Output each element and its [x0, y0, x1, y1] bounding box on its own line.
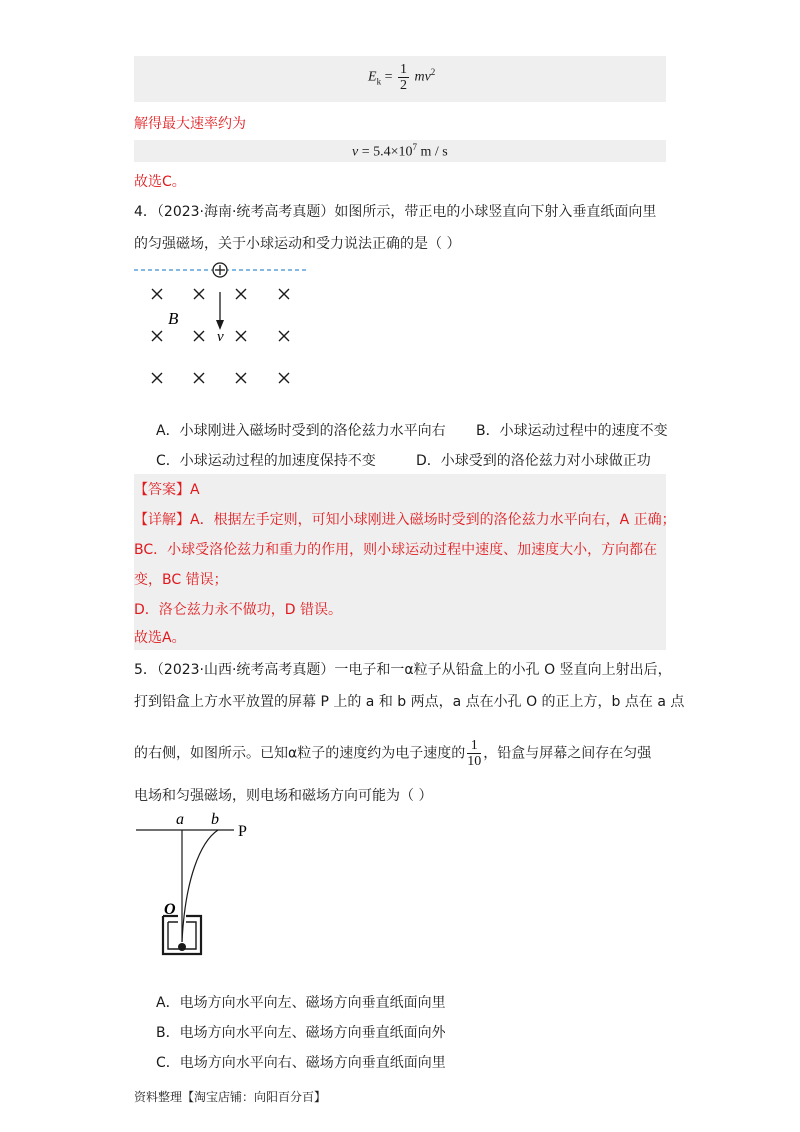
q3-solve-text: 解得最大速率约为: [134, 116, 246, 132]
q5-lead-box-figure: [130, 810, 260, 960]
q4-stem-line2: 的匀强磁场，关于小球运动和受力说法正确的是（ ）: [134, 236, 461, 252]
positive-charge-icon: [213, 263, 227, 277]
velocity-arrow-icon: [216, 292, 224, 330]
q4-answer-choose: 故选A。: [134, 630, 186, 646]
q5-stem-line4: 电场和匀强磁场，则电场和磁场方向可能为（ ）: [134, 788, 433, 804]
q4-magnetic-field-figure: [134, 258, 314, 390]
point-a-label: a: [176, 811, 184, 828]
formula-ek: $E_k$ = $\frac{1}{2}$ $mv^2$: [368, 62, 436, 93]
q4-option-b[interactable]: B．小球运动过程中的速度不变: [476, 423, 668, 439]
field-label-b: B: [168, 309, 179, 328]
q4-answer-detail-2: BC．小球受洛伦兹力和重力的作用，则小球运动过程中速度、加速度大小，方向都在: [134, 542, 658, 558]
q4-answer-label: 【答案】A: [134, 482, 200, 498]
q4-answer-detail-3: 变，BC 错误；: [134, 572, 228, 588]
q5-option-b[interactable]: B．电场方向水平向左、磁场方向垂直纸面向外: [156, 1025, 446, 1041]
q4-option-c[interactable]: C．小球运动过程的加速度保持不变: [156, 453, 376, 469]
q5-option-a[interactable]: A．电场方向水平向左、磁场方向垂直纸面向里: [156, 995, 446, 1011]
q4-stem-line1: 4．（2023·海南·统考高考真题）如图所示，带正电的小球竖直向下射入垂直纸面向里: [134, 204, 657, 220]
q4-answer-detail-1: 【详解】A．根据左手定则，可知小球刚进入磁场时受到的洛伦兹力水平向右，A 正确；: [134, 512, 676, 528]
screen-p-label: P: [238, 823, 247, 840]
hole-o-label: O: [164, 901, 176, 918]
q5-option-c[interactable]: C．电场方向水平向右、磁场方向垂直纸面向里: [156, 1055, 446, 1071]
footer-source: 资料整理【淘宝店铺：向阳百分百】: [134, 1090, 327, 1104]
q4-option-a[interactable]: A．小球刚进入磁场时受到的洛伦兹力水平向右: [156, 423, 446, 439]
q4-answer-box: [134, 474, 666, 650]
point-b-label: b: [211, 811, 219, 828]
velocity-label-v: v: [217, 329, 224, 345]
q5-stem-line2: 打到铅盒上方水平放置的屏幕 P 上的 a 和 b 两点，a 点在小孔 O 的正上方，b 点在 a 点: [134, 694, 685, 710]
q4-option-d[interactable]: D．小球受到的洛伦兹力对小球做正功: [416, 453, 651, 469]
q5-stem-line1: 5．（2023·山西·统考高考真题）一电子和一α粒子从铅盒上的小孔 O 竖直向上射出后，: [134, 662, 672, 678]
q5-stem-line3: 的右侧，如图所示。已知α粒子的速度约为电子速度的 $\frac{1}{10}$ ，铅盒与屏幕之间存在匀强: [134, 738, 652, 769]
q4-answer-detail-4: D．洛仑兹力永不做功，D 错误。: [134, 602, 343, 618]
fraction-one-tenth: $\frac{1}{10}$: [467, 738, 482, 769]
q3-choose: 故选C。: [134, 174, 186, 190]
formula-v: $v = 5.4\times 10^7$ m / s: [352, 142, 448, 160]
